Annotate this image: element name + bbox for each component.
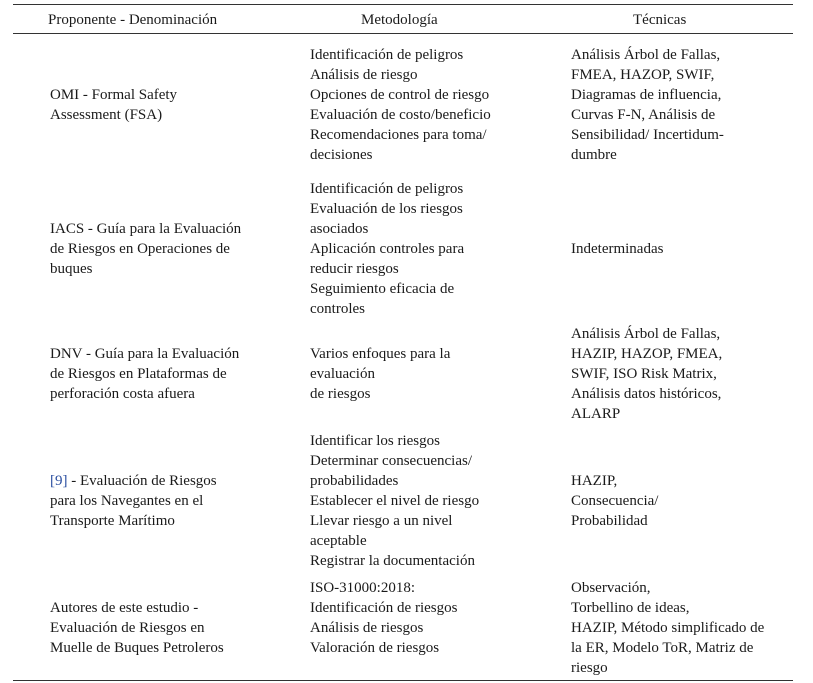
- cell-metodologia: [310, 431, 479, 571]
- cell-metodologia: [310, 344, 450, 404]
- cell-line: DNV - Guía para la Evaluación: [50, 346, 240, 362]
- cell-line: Autores de este estudio -: [50, 600, 199, 616]
- cell-line: evaluación: [310, 366, 375, 382]
- cell-tecnicas: [571, 324, 722, 424]
- cell-line: de Riesgos en Operaciones de: [50, 241, 230, 257]
- cell-line: dumbre: [571, 147, 617, 163]
- cell-line: Indeterminadas: [571, 241, 664, 257]
- cell-line: Opciones de control de riesgo: [310, 87, 490, 103]
- cell-line: Identificar los riesgos: [310, 433, 440, 449]
- cell-line: controles: [310, 301, 365, 317]
- cell-tecnicas: [571, 239, 663, 259]
- header-metodologia: Metodología: [361, 12, 438, 28]
- cell-line: [9] - Evaluación de Riesgos: [50, 473, 217, 489]
- cell-line: Sensibilidad/ Incertidum-: [571, 127, 724, 143]
- cell-line: Identificación de riesgos: [310, 600, 458, 616]
- cell-line: Observación,: [571, 580, 651, 596]
- cell-line: de Riesgos en Plataformas de: [50, 366, 227, 382]
- header-tecnicas: Técnicas: [633, 12, 687, 28]
- cell-line: HAZIP, Método simplificado de: [571, 620, 765, 636]
- cell-line: riesgo: [571, 660, 608, 676]
- cell-line: para los Navegantes en el: [50, 493, 204, 509]
- cell-tecnicas: [571, 45, 724, 165]
- cell-line: Análisis Árbol de Fallas,: [571, 47, 721, 63]
- cell-line: Análisis datos históricos,: [571, 386, 722, 402]
- cell-line: Registrar la documentación: [310, 553, 475, 569]
- cell-line: IACS - Guía para la Evaluación: [50, 221, 242, 237]
- cell-proponente: [50, 219, 241, 279]
- cell-proponente: [50, 598, 224, 658]
- cell-line: Curvas F-N, Análisis de: [571, 107, 716, 123]
- cell-line: Identificación de peligros: [310, 181, 464, 197]
- citation-link[interactable]: [9]: [50, 473, 68, 489]
- header-proponente: Proponente - Denominación: [48, 12, 218, 28]
- cell-line: perforación costa afuera: [50, 386, 195, 402]
- cell-line: probabilidades: [310, 473, 399, 489]
- cell-line: OMI - Formal Safety: [50, 87, 178, 103]
- cell-line: Determinar consecuencias/: [310, 453, 473, 469]
- cell-line: HAZIP, HAZOP, FMEA,: [571, 346, 723, 362]
- cell-line: Transporte Marítimo: [50, 513, 175, 529]
- cell-proponente: [50, 85, 177, 125]
- cell-line: reducir riesgos: [310, 261, 399, 277]
- cell-line: Establecer el nivel de riesgo: [310, 493, 480, 509]
- cell-tecnicas: [571, 471, 658, 531]
- cell-line: Varios enfoques para la: [310, 346, 451, 362]
- table-top-rule: [13, 4, 793, 5]
- cell-line: Evaluación de Riesgos en: [50, 620, 205, 636]
- cell-line: ISO-31000:2018:: [310, 580, 415, 596]
- cell-line: Recomendaciones para toma/: [310, 127, 487, 143]
- cell-line: HAZIP,: [571, 473, 618, 489]
- cell-line: Assessment (FSA): [50, 107, 163, 123]
- cell-line: buques: [50, 261, 93, 277]
- cell-line: Torbellino de ideas,: [571, 600, 690, 616]
- cell-proponente: [50, 471, 217, 531]
- cell-line: aceptable: [310, 533, 367, 549]
- cell-line: Probabilidad: [571, 513, 648, 529]
- cell-line: Consecuencia/: [571, 493, 659, 509]
- cell-line: Seguimiento eficacia de: [310, 281, 455, 297]
- cell-proponente: [50, 344, 239, 404]
- cell-metodologia: [310, 45, 491, 165]
- cell-line: Análisis de riesgos: [310, 620, 424, 636]
- cell-line: Diagramas de influencia,: [571, 87, 722, 103]
- table-bottom-rule: [13, 680, 793, 681]
- cell-line: asociados: [310, 221, 369, 237]
- cell-metodologia: [310, 179, 464, 319]
- cell-line: Llevar riesgo a un nivel: [310, 513, 453, 529]
- cell-line: decisiones: [310, 147, 373, 163]
- header-bottom-rule: [13, 33, 793, 34]
- cell-line: Evaluación de los riesgos: [310, 201, 463, 217]
- cell-line: Identificación de peligros: [310, 47, 464, 63]
- cell-line: Valoración de riesgos: [310, 640, 440, 656]
- cell-line: Análisis Árbol de Fallas,: [571, 326, 721, 342]
- cell-line: Análisis de riesgo: [310, 67, 418, 83]
- cell-line: Evaluación de costo/beneficio: [310, 107, 491, 123]
- cell-line: SWIF, ISO Risk Matrix,: [571, 366, 717, 382]
- cell-line: la ER, Modelo ToR, Matriz de: [571, 640, 754, 656]
- risk-methods-table: [13, 4, 793, 682]
- cell-line: ALARP: [571, 406, 621, 422]
- cell-tecnicas: [571, 578, 764, 678]
- cell-line: Aplicación controles para: [310, 241, 465, 257]
- cell-line: Muelle de Buques Petroleros: [50, 640, 224, 656]
- cell-metodologia: [310, 578, 457, 658]
- cell-line: FMEA, HAZOP, SWIF,: [571, 67, 715, 83]
- cell-line: de riesgos: [310, 386, 371, 402]
